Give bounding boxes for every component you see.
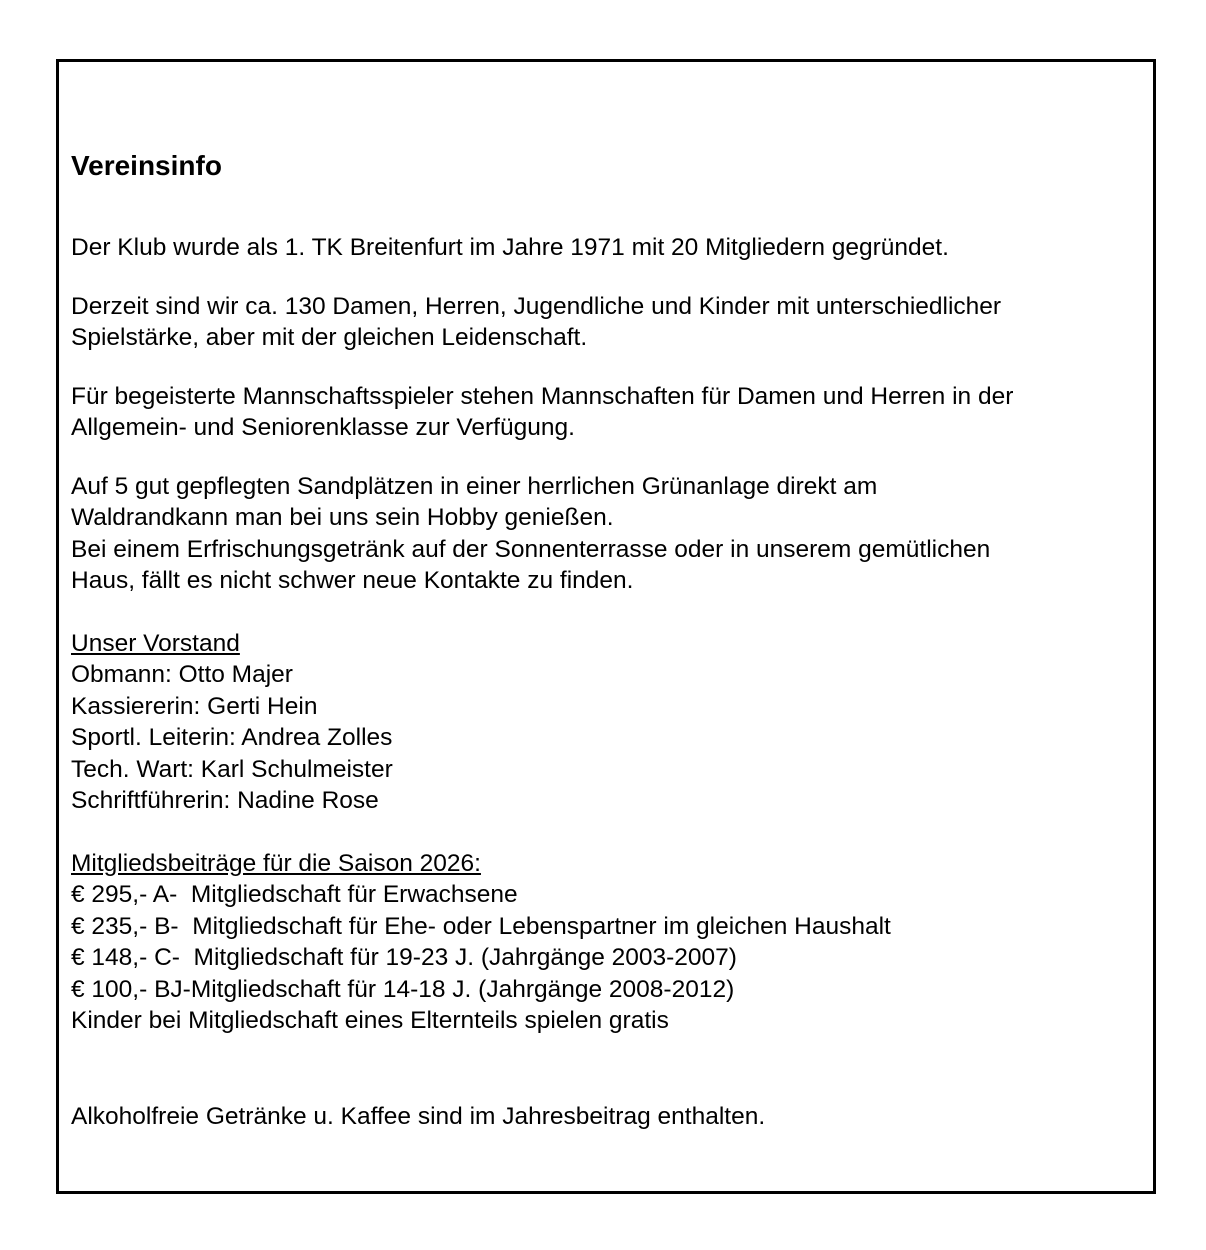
fee-item: € 148,- C- Mitgliedschaft für 19-23 J. (Jahrgänge 2003-2007) [71, 944, 737, 971]
text-line: Spielstärke, aber mit der gleichen Leidenschaft. [71, 324, 588, 351]
text-line: Für begeisterte Mannschaftsspieler stehen Mannschaften für Damen und Herren in der [71, 382, 1014, 410]
board-member: Sportl. Leiterin: Andrea Zolles [71, 724, 393, 751]
text-line: Derzeit sind wir ca. 130 Damen, Herren, Jugendliche und Kinder mit unterschiedlicher [71, 292, 1002, 320]
fees-heading: Mitgliedsbeiträge für die Saison 2026: [71, 849, 481, 877]
board-member: Kassiererin: Gerti Hein [71, 692, 318, 720]
text-line: Auf 5 gut gepflegten Sandplätzen in einer herrlichen Grünanlage direkt am [71, 472, 878, 500]
text-line: Der Klub wurde als 1. TK Breitenfurt im Jahre 1971 mit 20 Mitgliedern gegründet. [71, 234, 949, 261]
page-title: Vereinsinfo [71, 150, 222, 181]
board-section [71, 628, 1151, 817]
paragraph-founding [71, 232, 1151, 264]
text-line: Haus, fällt es nicht schwer neue Kontakte zu finden. [71, 567, 634, 594]
text-line: Alkoholfreie Getränke u. Kaffee sind im Jahresbeitrag enthalten. [71, 1102, 766, 1130]
board-member: Tech. Wart: Karl Schulmeister [71, 755, 393, 783]
paragraph-members [71, 291, 1151, 354]
board-member: Obmann: Otto Majer [71, 661, 293, 688]
fee-item: € 100,- BJ-Mitgliedschaft für 14-18 J. (Jahrgänge 2008-2012) [71, 975, 735, 1003]
board-member: Schriftführerin: Nadine Rose [71, 787, 379, 814]
text-line: Allgemein- und Seniorenklasse zur Verfügung. [71, 414, 575, 441]
fee-item: € 295,- A- Mitgliedschaft für Erwachsene [71, 881, 518, 908]
board-heading: Unser Vorstand [71, 629, 240, 657]
paragraph-facilities [71, 471, 1151, 597]
info-content [71, 148, 1151, 1132]
fees-section [71, 848, 1151, 1037]
paragraph-teams [71, 381, 1151, 444]
fee-note: Kinder bei Mitgliedschaft eines Elternteils spielen gratis [71, 1007, 669, 1034]
text-line: Bei einem Erfrischungsgetränk auf der Sonnenterrasse oder in unserem gemütlichen [71, 535, 991, 563]
fee-item: € 235,- B- Mitgliedschaft für Ehe- oder Lebenspartner im gleichen Haushalt [71, 912, 891, 940]
footer-note [71, 1101, 1151, 1133]
text-line: Waldrandkann man bei uns sein Hobby genießen. [71, 504, 614, 531]
